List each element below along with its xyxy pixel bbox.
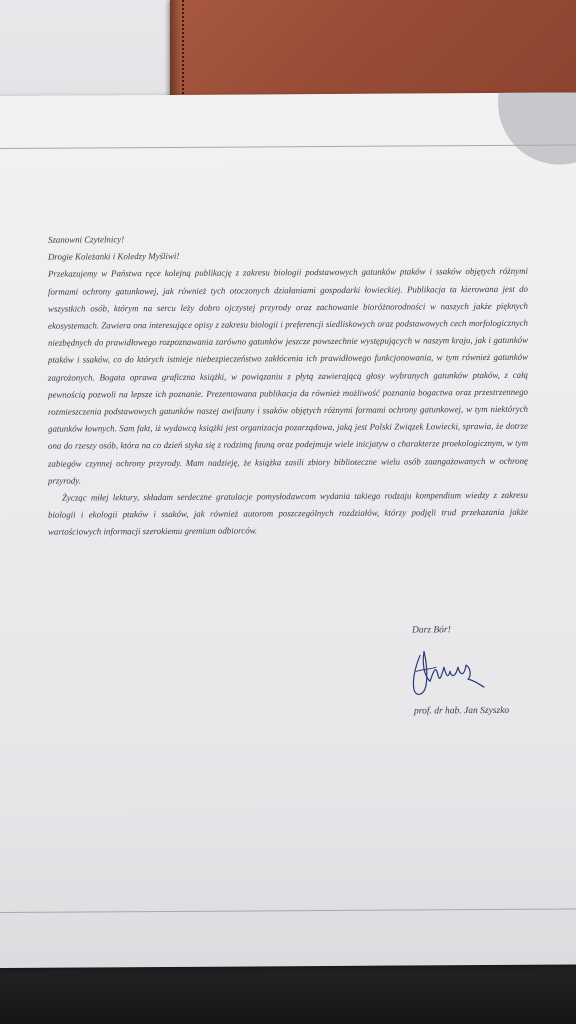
closing-phrase: Darz Bór! xyxy=(412,625,451,636)
document-page xyxy=(0,92,576,968)
bottom-rule xyxy=(0,908,576,913)
salutation-readers: Szanowni Czytelnicy! xyxy=(48,234,125,245)
top-rule xyxy=(0,144,576,149)
letter-paragraph-2: Życząc miłej lektury, składam serdeczne gratulacje pomysłodawcom wydania takiego rodzaju kompendium wiedzy z zakresu biologii i ekologii ptaków i ssaków, jak również autorom poszczególnych rozdziałów, którzy podjęli trud przekazania jakże wartościowych informacji szerokiemu gremium odbiorców. xyxy=(48,489,528,538)
letter-paragraph-1: Przekazujemy w Państwa ręce kolejną publikację z zakresu biologii podstawowych gatunków ptaków i ssaków objętych różnymi formami ochrony gatunkowej, jak również tych otoczonych działaniami gospodarki łowieckiej. Publikacja ta kierowana jest do wszystkich osób, którym na sercu leży dobro ojczystej przyrody oraz zachowanie bioróżnorodności w naszych jakże pięknych ekosystemach. Zawiera ona interesujące opisy z zakresu biologii i preferencji siedliskowych oraz podstawowych cech morfologicznych niezbędnych do prawidłowego rozpoznawania zarówno gatunków jeszcze powszechnie występujących w naszym kraju, jak i gatunków ptaków i ssaków, co do których istnieje niebezpieczeństwo zakłócenia ich prawidłowego funkcjonowania, w tym również gatunków zagrożonych. Bogata oprawa graficzna książki, w powiązaniu z płytą zawierającą głosy wybranych gatunków ptaków, z całą pewnością pozwoli na lepsze ich poznanie. Prezentowana publikacja da również możliwość poznania bogactwa oraz przestrzennego rozmieszczenia podstawowych gatunków naszej awifauny i ssaków objętych różnymi formami ochrony gatunkowej, w tym niektórych gatunków łownych. Sam fakt, iż wydawcą książki jest organizacja pozarządowa, jaką jest Polski Związek Łowiecki, sprawia, że dotrze ona do rzeszy osób, która na co dzień styka się z rodzimą fauną oraz podejmuje wiele inicjatyw o charakterze proekologicznym, w tym zabiegów czynnej ochrony przyrody. Mam nadzieję, że książka zasili zbiory biblioteczne wielu osób zaangażowanych w ochronę przyrody. xyxy=(48,266,528,486)
book-cover xyxy=(170,0,576,104)
page-corner-decoration xyxy=(498,92,576,164)
author-name: prof. dr hab. Jan Szyszko xyxy=(414,705,510,717)
letter-body xyxy=(48,229,528,542)
salutation-hunters: Drogie Koleżanki i Koledzy Myśliwi! xyxy=(48,251,180,262)
signature-icon xyxy=(400,645,486,702)
